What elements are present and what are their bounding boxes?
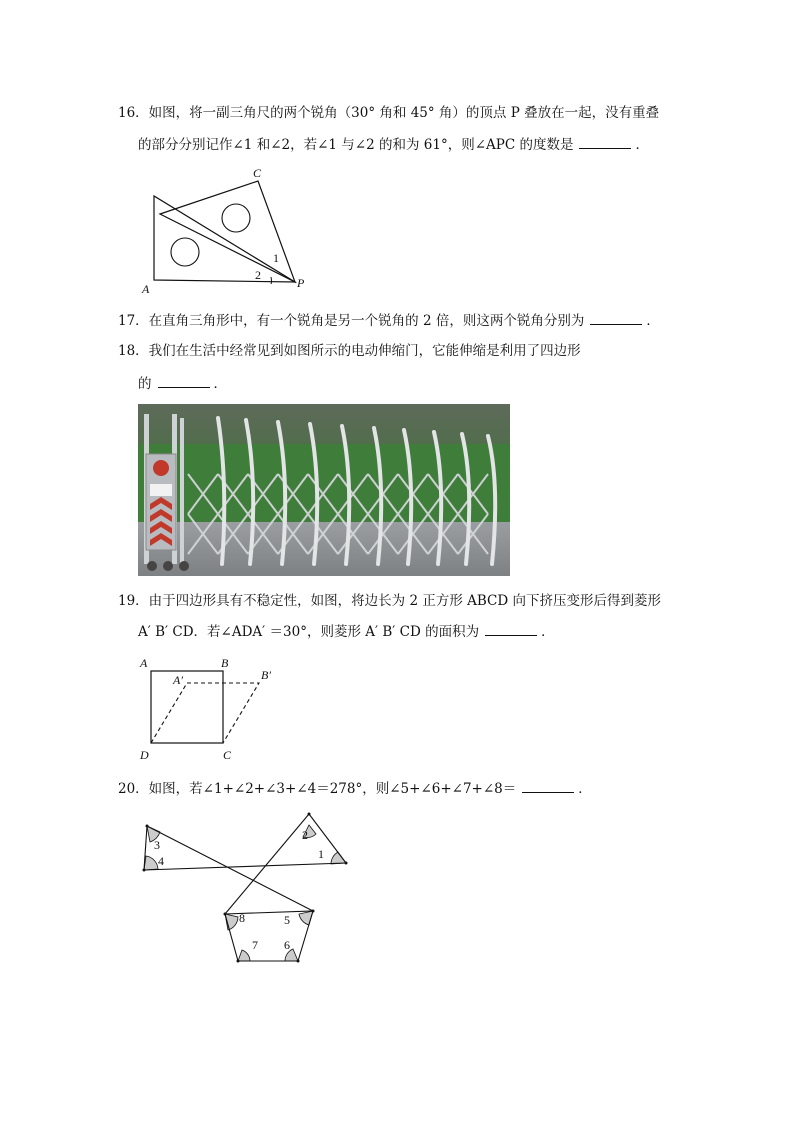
label-A: A: [140, 656, 148, 670]
angle-shading: [144, 825, 346, 961]
q20-answer-blank[interactable]: [522, 780, 574, 793]
angle-label-8: 8: [239, 911, 245, 925]
q19-answer-blank[interactable]: [485, 623, 537, 636]
label-B-prime: B′: [261, 668, 271, 682]
angle-label-2: 2: [302, 828, 308, 842]
q20-end: ．: [578, 781, 592, 797]
angle-label-6: 6: [284, 938, 290, 952]
label-A-prime: A′: [173, 673, 183, 687]
label-A: A: [142, 282, 150, 296]
q18-end: ．: [213, 376, 227, 392]
label-B: B: [221, 656, 229, 670]
q20-figure: [138, 810, 353, 965]
photo-grass: [138, 444, 510, 524]
q18-line2-text: 的: [138, 376, 152, 392]
gate-photo-drawing: [138, 404, 510, 576]
q19-line1: 19．由于四边形具有不稳定性，如图，将边长为 2 正方形 ABCD 向下挤压变形后得到菱形: [118, 593, 662, 609]
label-C: C: [223, 748, 232, 762]
angle-label-5: 5: [284, 913, 290, 927]
label-C: C: [253, 166, 262, 180]
angle-label-3: 3: [154, 838, 160, 852]
angle-label-7: 7: [252, 938, 258, 952]
q19-line2: [138, 620, 555, 640]
hole-circle-right: [222, 204, 250, 232]
triangle-45: [160, 181, 295, 282]
figure-lines: [144, 814, 346, 961]
label-P: P: [297, 276, 305, 290]
label-D: D: [140, 748, 149, 762]
q19-figure: [138, 654, 288, 766]
q20-line: [118, 774, 592, 804]
q16-answer-blank[interactable]: [579, 136, 631, 149]
q17-text: 17．在直角三角形中，有一个锐角是另一个锐角的 2 倍，则这两个锐角分别为: [118, 313, 585, 329]
gate-photo: [138, 404, 510, 576]
q16-line2-text: 的部分分别记作∠1 和∠2，若∠1 与∠2 的和为 61°，则∠APC 的度数是: [138, 137, 574, 153]
q16-line1: 16．如图，将一副三角尺的两个锐角（30° 角和 45° 角）的顶点 P 叠放在一起，没有重叠: [118, 105, 660, 121]
q19-line2-text: A′ B′ CD．若∠ADA′ ＝30°，则菱形 A′ B′ CD 的面积为: [138, 624, 480, 640]
label-2: 2: [255, 268, 261, 282]
q18-line2: [138, 372, 227, 392]
square-ABCD: [151, 671, 223, 743]
vertex-dots: [143, 813, 348, 963]
q17-answer-blank[interactable]: [590, 312, 642, 325]
angle-label-1: 1: [318, 847, 324, 861]
label-1: 1: [273, 251, 279, 265]
q19-end: ．: [541, 624, 555, 640]
hole-circle-left: [171, 238, 199, 266]
angle-arc-2: [271, 277, 272, 284]
q18-line1: 18．我们在生活中经常见到如图所示的电动伸缩门，它能伸缩是利用了四边形: [118, 343, 581, 359]
q17-end: ．: [646, 313, 660, 329]
q18-answer-blank[interactable]: [158, 375, 210, 388]
q16-line2: [138, 133, 649, 153]
q17-line: [118, 306, 660, 336]
angle-label-4: 4: [158, 854, 164, 868]
q16-end: ．: [635, 137, 649, 153]
q16-figure: [140, 166, 310, 296]
q20-text: 20．如图，若∠1+∠2+∠3+∠4＝278°，则∠5+∠6+∠7+∠8＝: [118, 781, 517, 797]
rhombus-dashed-top: [151, 683, 259, 743]
